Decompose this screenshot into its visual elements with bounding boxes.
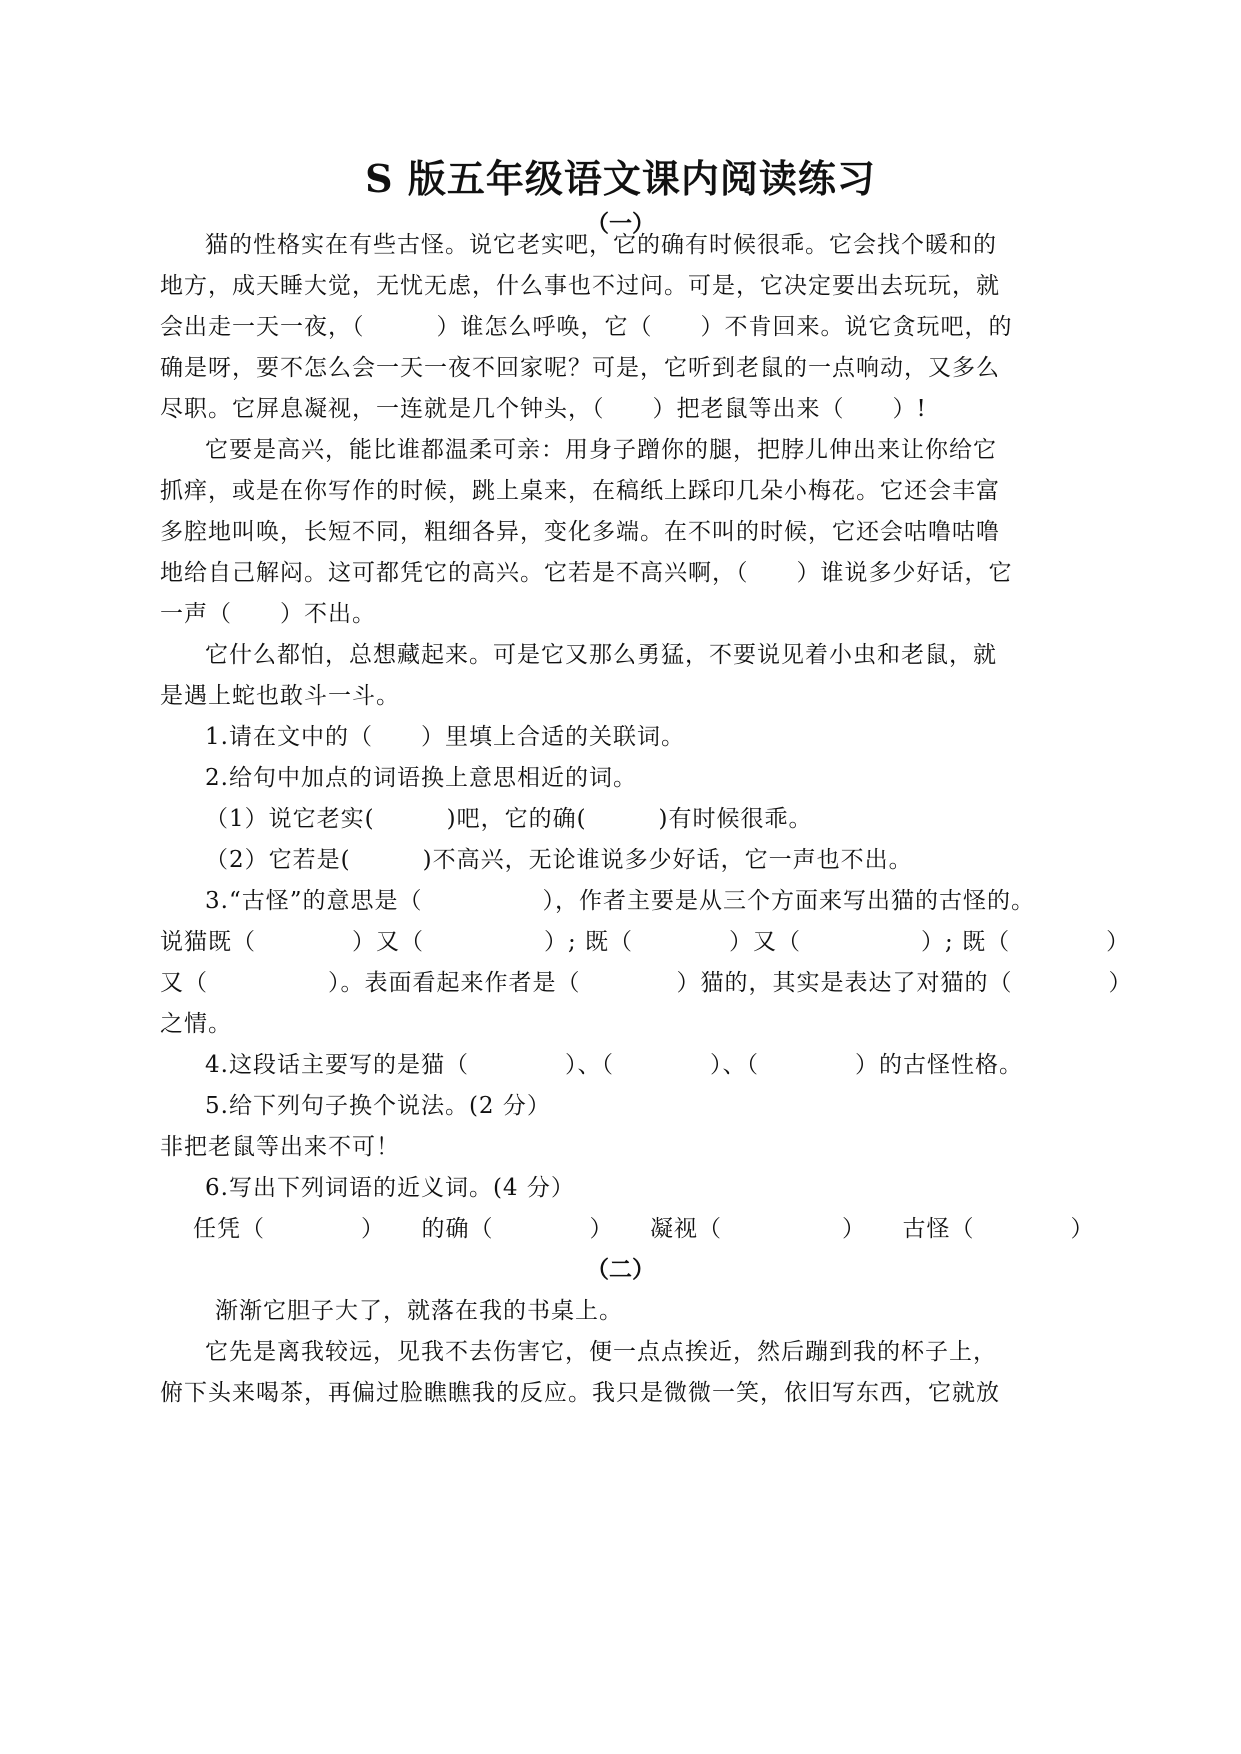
question-3-line: 又（ ）。表面看起来作者是（ ）猫的，其实是表达了对猫的（ ） <box>160 970 1133 996</box>
question-6: 6.写出下列词语的近义词。(4 分） <box>205 1175 575 1201</box>
question-5: 5.给下列句子换个说法。(2 分） <box>205 1093 551 1119</box>
passage-line: 多腔地叫唤，长短不同，粗细各异，变化多端。在不叫的时候，它还会咕噜咕噜 <box>160 519 1000 545</box>
passage-line: 会出走一天一夜，（ ）谁怎么呼唤，它（ ）不肯回来。说它贪玩吧，的 <box>160 314 1013 340</box>
passage-line: 地给自己解闷。这可都凭它的高兴。它若是不高兴啊，（ ）谁说多少好话，它 <box>160 560 1013 586</box>
passage-line: 猫的性格实在有些古怪。说它老实吧，它的确有时候很乖。它会找个暖和的 <box>205 232 997 258</box>
passage-line: 抓痒，或是在你写作的时候，跳上桌来，在稿纸上踩印几朵小梅花。它还会丰富 <box>160 478 1000 504</box>
passage-line: 一声（ ）不出。 <box>160 601 376 627</box>
question-1: 1.请在文中的（ ）里填上合适的关联词。 <box>205 724 685 750</box>
passage-line: 地方，成天睡大觉，无忧无虑，什么事也不过问。可是，它决定要出去玩玩，就 <box>160 273 1000 299</box>
passage-line: 它要是高兴，能比谁都温柔可亲：用身子蹭你的腿，把脖儿伸出来让你给它 <box>205 437 997 463</box>
page-title: S 版五年级语文课内阅读练习 <box>365 156 876 201</box>
passage-line: 它什么都怕，总想藏起来。可是它又那么勇猛，不要说见着小虫和老鼠，就 <box>205 642 997 668</box>
passage-two-line: 它先是离我较远，见我不去伤害它，便一点点挨近，然后蹦到我的杯子上， <box>205 1339 997 1365</box>
question-3-line: 说猫既（ ）又（ ）; 既（ ）又（ ）; 既（ ） <box>160 929 1131 955</box>
question-3: 3.“古怪”的意思是（ ），作者主要是从三个方面来写出猫的古怪的。 <box>205 888 1035 914</box>
question-3-line: 之情。 <box>160 1011 232 1037</box>
question-6-words: 任凭（ ） 的确（ ） 凝视（ ） 古怪（ ） <box>193 1216 1095 1242</box>
section-two-heading: （二） <box>586 1256 655 1283</box>
section-one-heading: （一） <box>586 210 655 237</box>
question-5-sentence: 非把老鼠等出来不可！ <box>160 1134 400 1160</box>
question-2-item-1: （1）说它老实( )吧，它的确( )有时候很乖。 <box>205 806 813 832</box>
question-2-item-2: （2）它若是( )不高兴，无论谁说多少好话，它一声也不出。 <box>205 847 913 873</box>
question-4: 4.这段话主要写的是猫（ ）、（ ）、（ ）的古怪性格。 <box>205 1052 1023 1078</box>
passage-two-line: 渐渐它胆子大了，就落在我的书桌上。 <box>215 1298 623 1324</box>
passage-line: 确是呀，要不怎么会一天一夜不回家呢？可是，它听到老鼠的一点响动，又多么 <box>160 355 1000 381</box>
passage-two-line: 俯下头来喝茶，再偏过脸瞧瞧我的反应。我只是微微一笑，依旧写东西，它就放 <box>160 1380 1000 1406</box>
question-2: 2.给句中加点的词语换上意思相近的词。 <box>205 765 637 791</box>
passage-line: 尽职。它屏息凝视，一连就是几个钟头，（ ）把老鼠等出来（ ）! <box>160 396 927 422</box>
passage-line: 是遇上蛇也敢斗一斗。 <box>160 683 400 709</box>
